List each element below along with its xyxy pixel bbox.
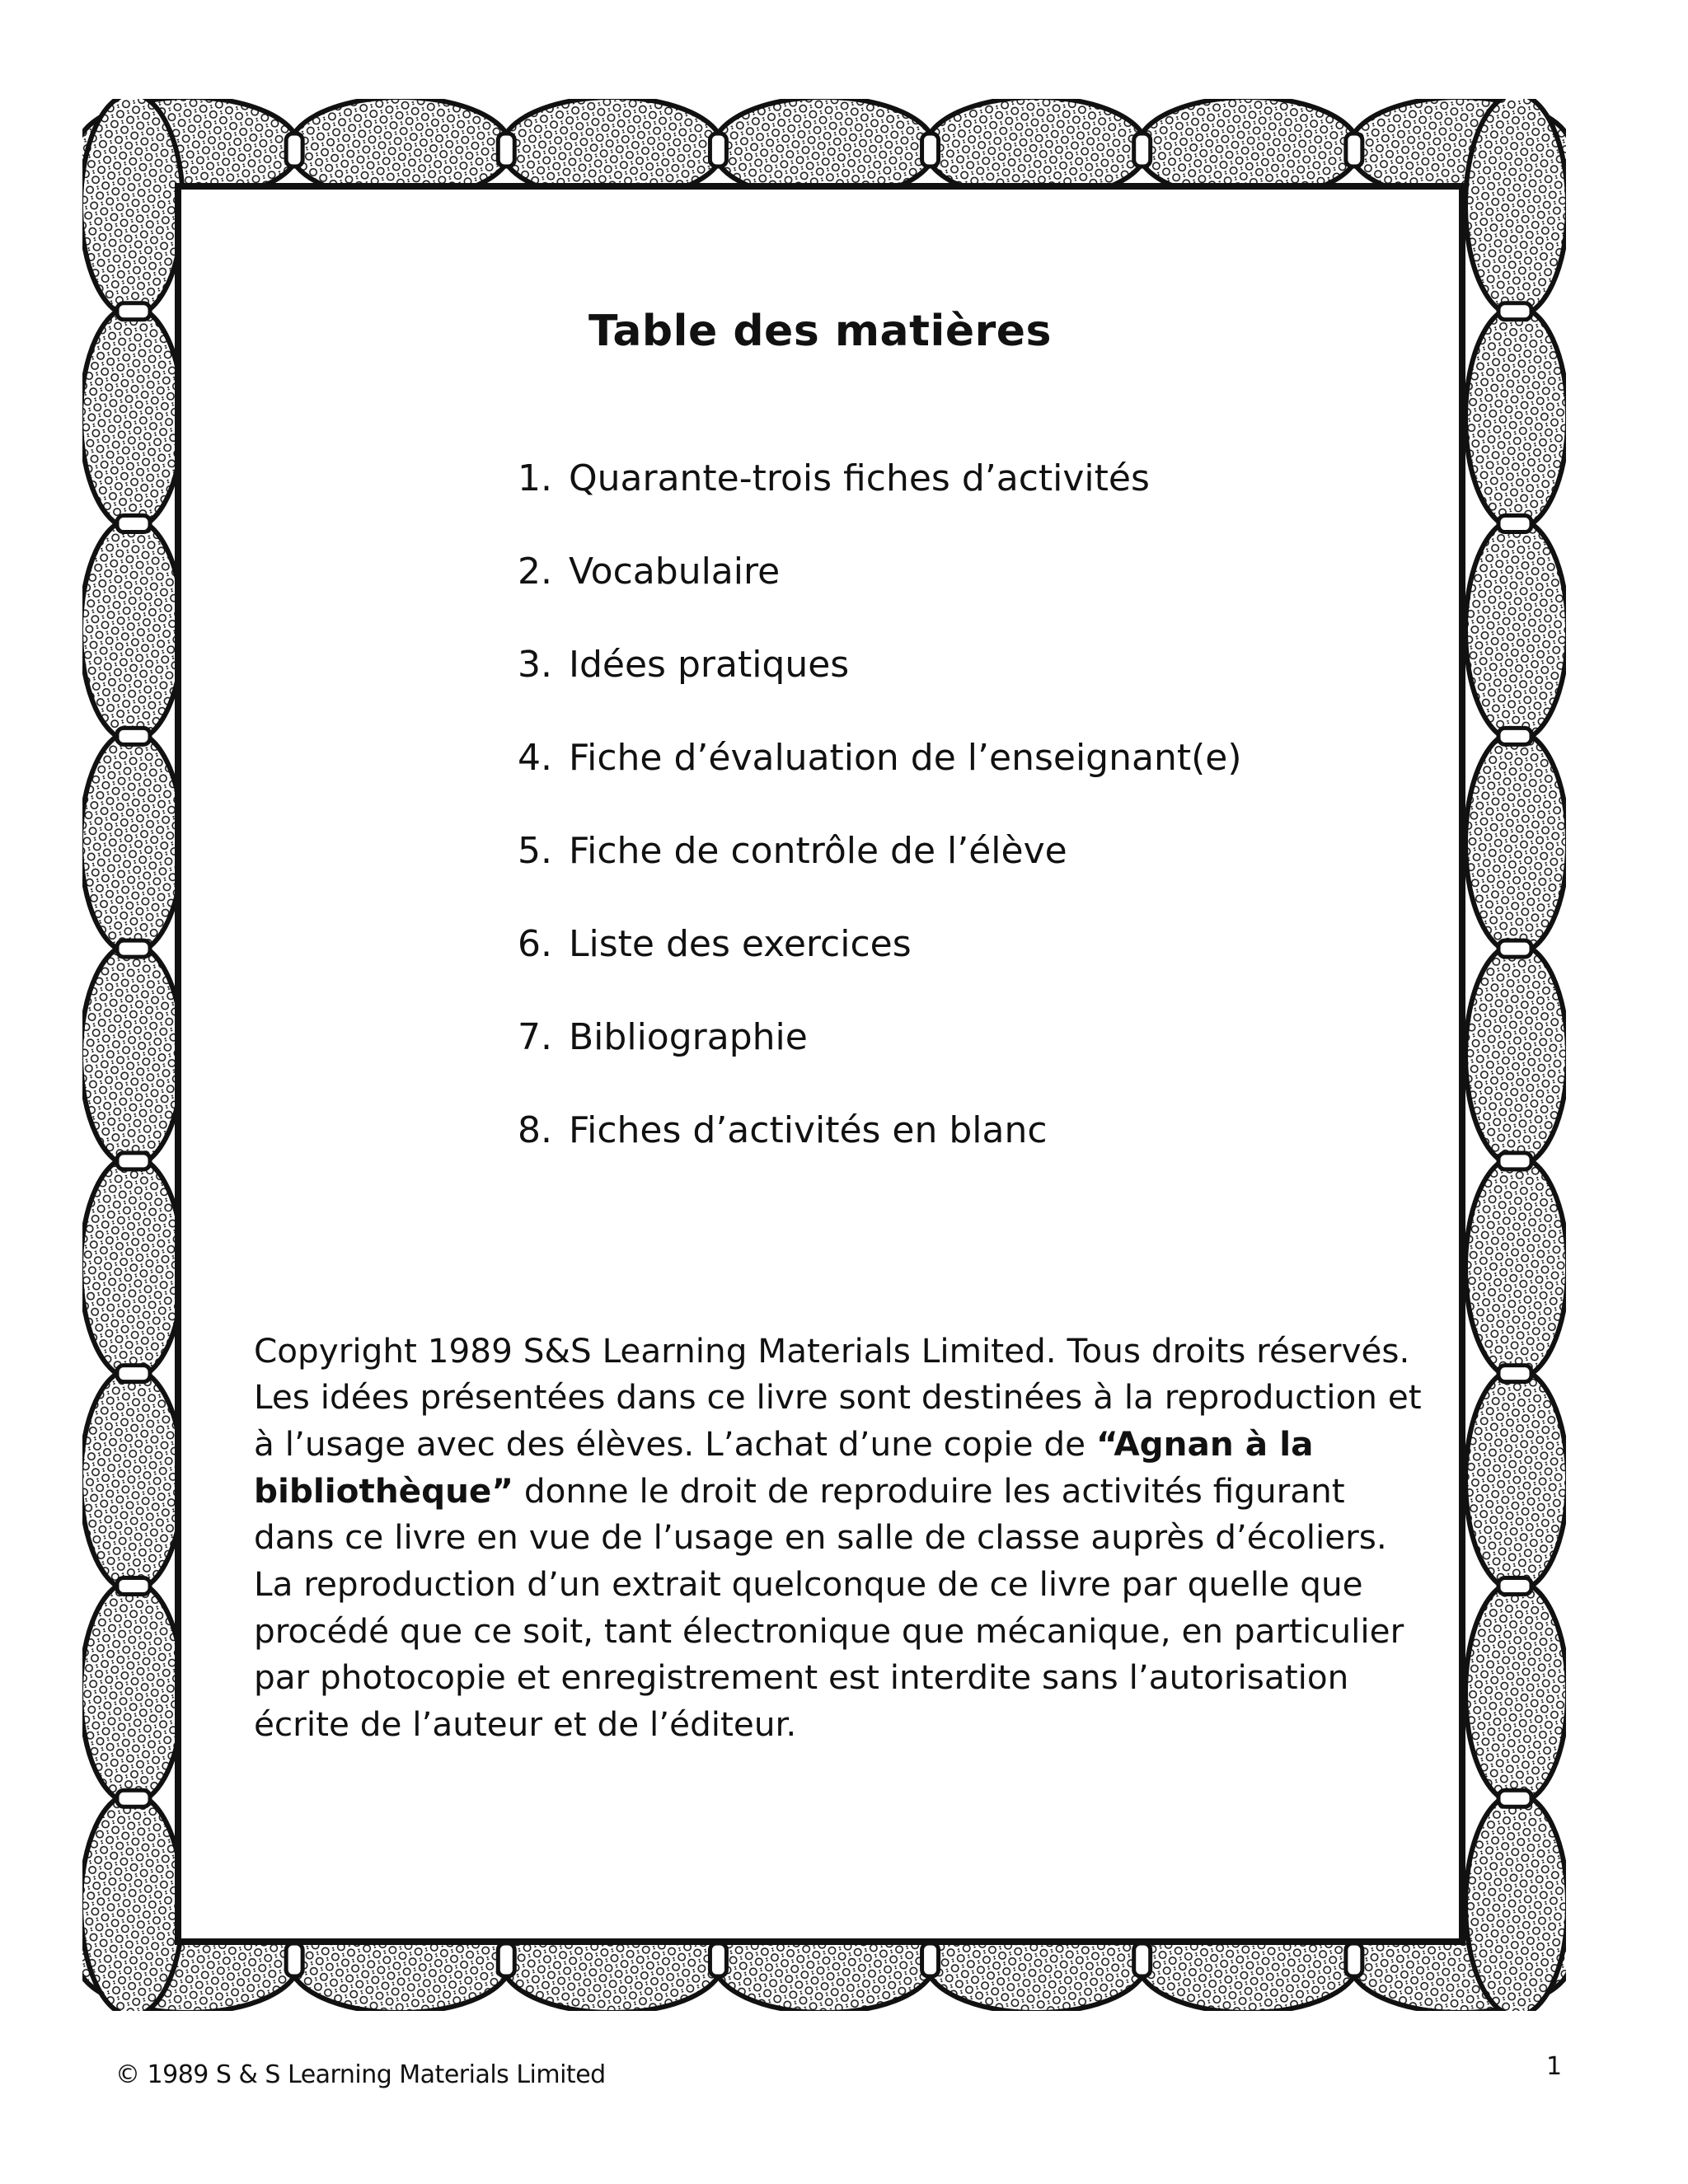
lace-bead bbox=[286, 1943, 302, 1976]
lace-bead bbox=[1498, 1153, 1531, 1169]
lace-scallop bbox=[1465, 1369, 1566, 1591]
toc-item-label: Vocabulaire bbox=[569, 551, 781, 593]
toc-item-number: 8. bbox=[518, 1109, 552, 1151]
toc-item-label: Liste des exercices bbox=[569, 923, 912, 965]
toc-item-label: Fiche de contrôle de l’élève bbox=[569, 830, 1067, 872]
lace-bead bbox=[1498, 940, 1531, 957]
lace-scallop bbox=[82, 1793, 183, 2011]
lace-scallop bbox=[82, 944, 183, 1166]
lace-scallop bbox=[82, 519, 183, 742]
copyright-text-start: Copyright 1989 S&S Learning Materials Limited. Tous droits réservés. Les idées présentées dans ce livre sont destinées à la reproduction et à l’usage avec des élèves. L’achat d’une copie de bbox=[254, 1330, 1422, 1464]
lace-scallop bbox=[82, 307, 183, 529]
lace-scallop bbox=[1465, 99, 1566, 316]
toc-item bbox=[495, 551, 1242, 644]
toc-item-number: 4. bbox=[518, 737, 552, 779]
toc-item bbox=[495, 1109, 1242, 1202]
toc-item-number: 6. bbox=[518, 923, 552, 965]
toc-item-number: 7. bbox=[518, 1016, 552, 1058]
lace-bead bbox=[117, 303, 150, 320]
lace-scallop bbox=[1465, 519, 1566, 742]
toc-item-number: 3. bbox=[518, 644, 552, 686]
toc-item bbox=[495, 737, 1242, 830]
lace-bead bbox=[1498, 1790, 1531, 1807]
lace-bead bbox=[117, 516, 150, 532]
lace-bead bbox=[1498, 728, 1531, 744]
toc-item bbox=[495, 1016, 1242, 1109]
lace-bead bbox=[922, 134, 939, 166]
lace-bead bbox=[1134, 134, 1151, 166]
lace-bead bbox=[117, 1577, 150, 1594]
toc-item bbox=[495, 644, 1242, 737]
copyright-text-end: donne le droit de reproduire les activités figurant dans ce livre en vue de l’usage en salle de classe auprès d’écoliers. La reproduction d’un extrait quelconque de ce livre par quelle que procédé que ce soit, tant électronique que mécanique, en particulier par photocopie et enregistrement est interdite sans l’autorisation écrite de l’auteur et de l’éditeur. bbox=[254, 1470, 1404, 1744]
lace-bead bbox=[286, 134, 302, 166]
lace-bead bbox=[1498, 1366, 1531, 1382]
lace-bead bbox=[710, 134, 726, 166]
lace-bead bbox=[1346, 134, 1362, 166]
lace-bead bbox=[922, 1943, 939, 1976]
lace-scallop bbox=[1465, 944, 1566, 1166]
lace-bead bbox=[117, 1153, 150, 1169]
page-number: 1 bbox=[1546, 2052, 1563, 2081]
content-panel bbox=[175, 183, 1465, 1945]
book-title: “Agnan à la bibliothèque” bbox=[254, 1423, 1314, 1511]
lace-bead bbox=[710, 1943, 726, 1976]
lace-bead bbox=[1346, 1943, 1362, 1976]
lace-scallop bbox=[82, 1581, 183, 1803]
page-title: Table des matières bbox=[588, 307, 1052, 356]
lace-scallop bbox=[82, 1369, 183, 1591]
lace-scallop bbox=[1465, 1156, 1566, 1379]
toc-item-number: 5. bbox=[518, 830, 552, 872]
toc-item bbox=[495, 923, 1242, 1016]
toc-item bbox=[495, 457, 1242, 551]
lace-bead bbox=[117, 728, 150, 744]
lace-scallop bbox=[1465, 1793, 1566, 2011]
lace-bead bbox=[498, 134, 514, 166]
lace-scallop bbox=[1465, 1581, 1566, 1803]
lace-bead bbox=[1498, 516, 1531, 532]
lace-bead bbox=[117, 940, 150, 957]
lace-scallop bbox=[82, 1156, 183, 1379]
lace-bead bbox=[1134, 1943, 1151, 1976]
lace-bead bbox=[498, 1943, 514, 1976]
lace-bead bbox=[117, 1366, 150, 1382]
lace-scallop bbox=[1465, 731, 1566, 954]
toc-item-label: Fiches d’activités en blanc bbox=[569, 1109, 1048, 1151]
lace-scallop bbox=[82, 731, 183, 954]
toc-item-label: Bibliographie bbox=[569, 1016, 808, 1058]
toc-item-number: 2. bbox=[518, 551, 552, 593]
toc-item-label: Idées pratiques bbox=[569, 644, 850, 686]
copyright-notice bbox=[254, 1328, 1424, 1748]
lace-bead bbox=[1498, 1577, 1531, 1594]
lace-bead bbox=[117, 1790, 150, 1807]
toc-item-label: Quarante-trois fiches d’activités bbox=[569, 457, 1150, 499]
lace-bead bbox=[1498, 303, 1531, 320]
toc-item bbox=[495, 830, 1242, 923]
lace-scallop bbox=[82, 99, 183, 316]
toc-item-number: 1. bbox=[518, 457, 552, 499]
table-of-contents bbox=[495, 457, 1242, 1202]
lace-scallop bbox=[1465, 307, 1566, 529]
toc-item-label: Fiche d’évaluation de l’enseignant(e) bbox=[569, 737, 1242, 779]
footer-copyright: © 1989 S & S Learning Materials Limited bbox=[115, 2060, 606, 2089]
